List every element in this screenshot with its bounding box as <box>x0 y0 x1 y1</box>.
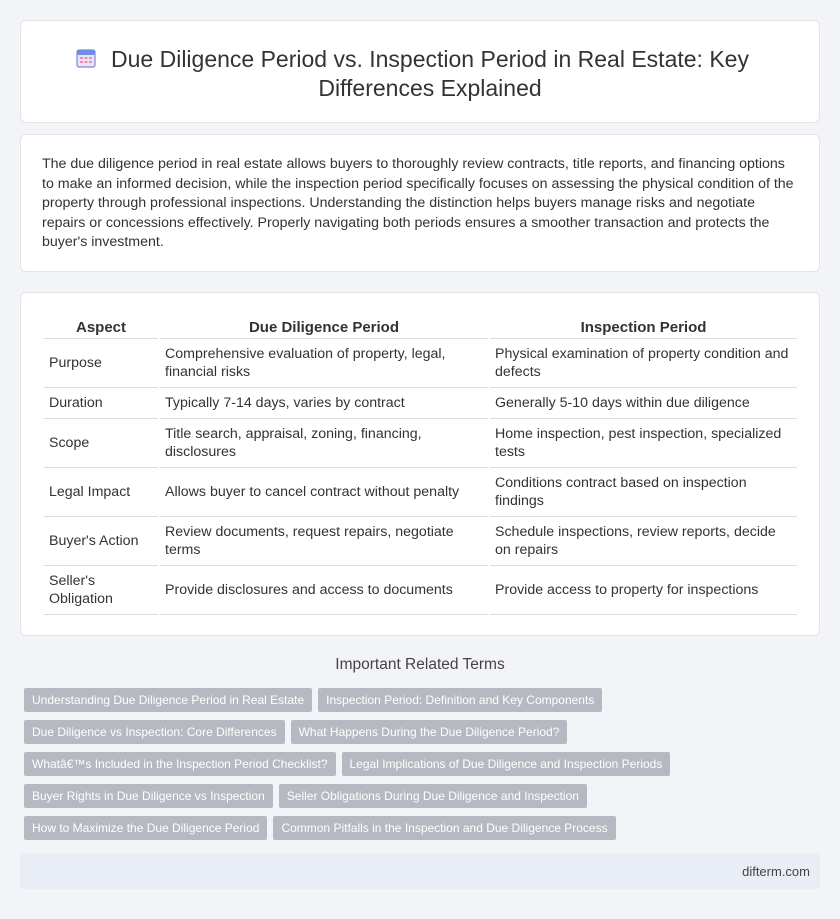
comparison-table-card <box>20 292 820 636</box>
related-term-link[interactable]: Legal Implications of Due Diligence and Inspection Periods <box>342 752 671 776</box>
related-term-link[interactable]: Seller Obligations During Due Diligence and Inspection <box>279 784 587 808</box>
related-term-link[interactable]: Common Pitfalls in the Inspection and Due Diligence Process <box>273 816 615 840</box>
table-row <box>44 517 797 566</box>
intro-card <box>20 134 820 272</box>
table-cell: Duration <box>44 388 158 419</box>
related-term-link[interactable]: Due Diligence vs Inspection: Core Differences <box>24 720 285 744</box>
table-row <box>44 468 797 517</box>
footer <box>20 854 820 889</box>
related-term-link[interactable]: Buyer Rights in Due Diligence vs Inspection <box>24 784 273 808</box>
related-term-link[interactable]: Whatâ€™s Included in the Inspection Period Checklist? <box>24 752 336 776</box>
table-cell: Scope <box>44 419 158 468</box>
table-cell: Review documents, request repairs, negotiate terms <box>160 517 488 566</box>
related-terms-list <box>24 688 814 848</box>
table-cell: Allows buyer to cancel contract without penalty <box>160 468 488 517</box>
related-term-link[interactable]: What Happens During the Due Diligence Period? <box>291 720 568 744</box>
footer-site-link[interactable]: difterm.com <box>742 864 810 879</box>
page-title: Due Diligence Period vs. Inspection Period in Real Estate: Key Differences Explained <box>111 46 749 101</box>
related-term-link[interactable]: How to Maximize the Due Diligence Period <box>24 816 267 840</box>
table-cell: Purpose <box>44 339 158 388</box>
header-inspection: Inspection Period <box>490 313 797 339</box>
related-term-link[interactable]: Inspection Period: Definition and Key Components <box>318 688 602 712</box>
table-cell: Title search, appraisal, zoning, financing, disclosures <box>160 419 488 468</box>
related-term-link[interactable]: Understanding Due Diligence Period in Real Estate <box>24 688 312 712</box>
related-terms-title: Important Related Terms <box>335 656 505 673</box>
table-cell: Conditions contract based on inspection findings <box>490 468 797 517</box>
table-cell: Physical examination of property condition and defects <box>490 339 797 388</box>
comparison-table <box>42 313 799 615</box>
table-row <box>44 339 797 388</box>
header-due-diligence: Due Diligence Period <box>160 313 488 339</box>
table-cell: Generally 5-10 days within due diligence <box>490 388 797 419</box>
table-cell: Buyer's Action <box>44 517 158 566</box>
table-cell: Provide access to property for inspections <box>490 566 797 615</box>
intro-paragraph: The due diligence period in real estate allows buyers to thoroughly review contracts, title reports, and financing options to make an informed decision, while the inspection period specifically focuses on assessing the physical condition of the property through professional inspections. Understanding the distinction helps buyers manage risks and negotiate repairs or concessions effectively. Properly navigating both periods ensures a smoother transaction and protects the buyer's investment. <box>42 156 794 251</box>
table-cell: Typically 7-14 days, varies by contract <box>160 388 488 419</box>
header-aspect: Aspect <box>44 313 158 339</box>
table-cell: Schedule inspections, review reports, decide on repairs <box>490 517 797 566</box>
table-cell: Provide disclosures and access to documents <box>160 566 488 615</box>
table-cell: Seller's Obligation <box>44 566 158 615</box>
table-cell: Comprehensive evaluation of property, legal, financial risks <box>160 339 488 388</box>
table-cell: Home inspection, pest inspection, specialized tests <box>490 419 797 468</box>
table-cell: Legal Impact <box>44 468 158 517</box>
table-row <box>44 419 797 468</box>
table-row <box>44 388 797 419</box>
table-row <box>44 566 797 615</box>
header-card <box>20 20 820 123</box>
